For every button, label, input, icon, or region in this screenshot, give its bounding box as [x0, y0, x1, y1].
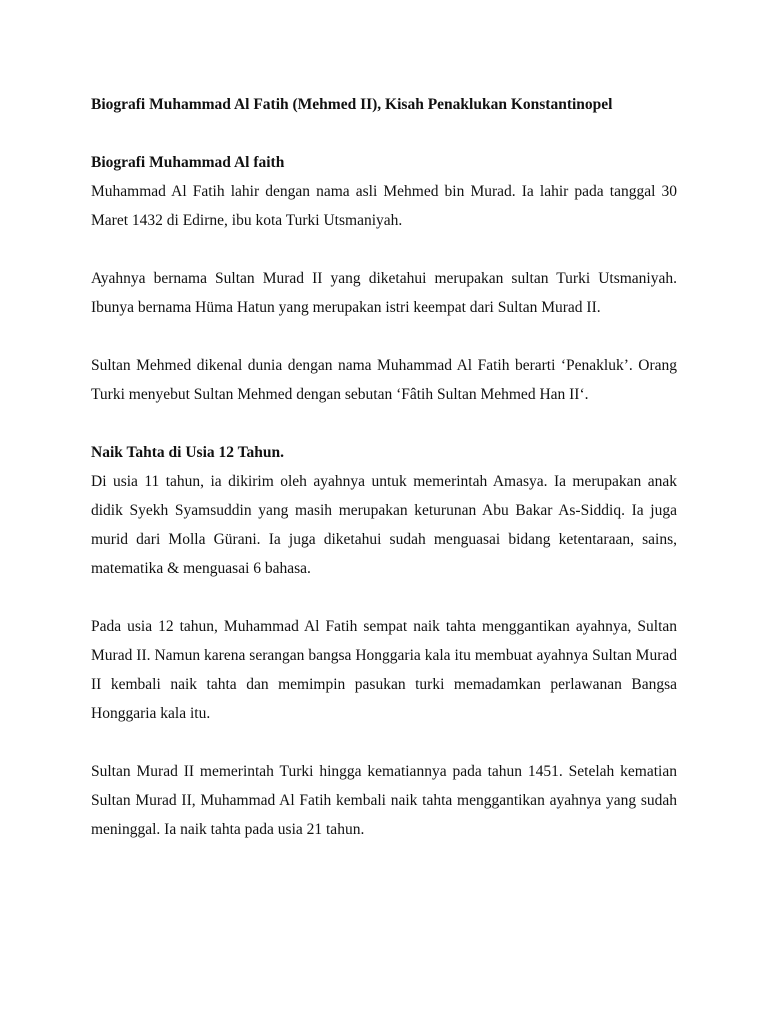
paragraph: Sultan Murad II memerintah Turki hingga kematiannya pada tahun 1451. Setelah kematian Sultan Murad II, Muhammad Al Fatih kembali naik tahta menggantikan ayahnya yang sudah meninggal. Ia naik tahta pada usia 21 tahun.	[91, 763, 677, 838]
paragraph-gap	[91, 583, 677, 612]
paragraph: Sultan Mehmed dikenal dunia dengan nama Muhammad Al Fatih berarti ‘Penakluk’. Orang Turki menyebut Sultan Mehmed dengan sebutan ‘Fâtih Sultan Mehmed Han II‘.	[91, 357, 677, 403]
paragraph: Ayahnya bernama Sultan Murad II yang diketahui merupakan sultan Turki Utsmaniyah. Ibunya bernama Hüma Hatun yang merupakan istri keempat dari Sultan Murad II.	[91, 270, 677, 316]
paragraph-gap	[91, 409, 677, 438]
paragraph: Di usia 11 tahun, ia dikirim oleh ayahnya untuk memerintah Amasya. Ia merupakan anak didik Syekh Syamsuddin yang masih merupakan keturunan Abu Bakar As-Siddiq. Ia juga murid dari Molla Gürani. Ia juga diketahui sudah menguasai bidang ketentaraan, sains, matematika & menguasai 6 bahasa.	[91, 473, 677, 577]
paragraph-gap	[91, 235, 677, 264]
document-page	[91, 90, 677, 844]
section-heading-biografi: Biografi Muhammad Al faith	[91, 154, 285, 171]
section-heading-naik-tahta: Naik Tahta di Usia 12 Tahun.	[91, 444, 284, 461]
document-title: Biografi Muhammad Al Fatih (Mehmed II), Kisah Penaklukan Konstantinopel	[91, 96, 613, 113]
paragraph: Pada usia 12 tahun, Muhammad Al Fatih sempat naik tahta menggantikan ayahnya, Sultan Murad II. Namun karena serangan bangsa Honggaria kala itu membuat ayahnya Sultan Murad II kembali naik tahta dan memimpin pasukan turki memadamkan perlawanan Bangsa Honggaria kala itu.	[91, 618, 677, 722]
paragraph: Muhammad Al Fatih lahir dengan nama asli Mehmed bin Murad. Ia lahir pada tanggal 30 Maret 1432 di Edirne, ibu kota Turki Utsmaniyah.	[91, 183, 677, 229]
paragraph-gap	[91, 728, 677, 757]
paragraph-gap	[91, 322, 677, 351]
